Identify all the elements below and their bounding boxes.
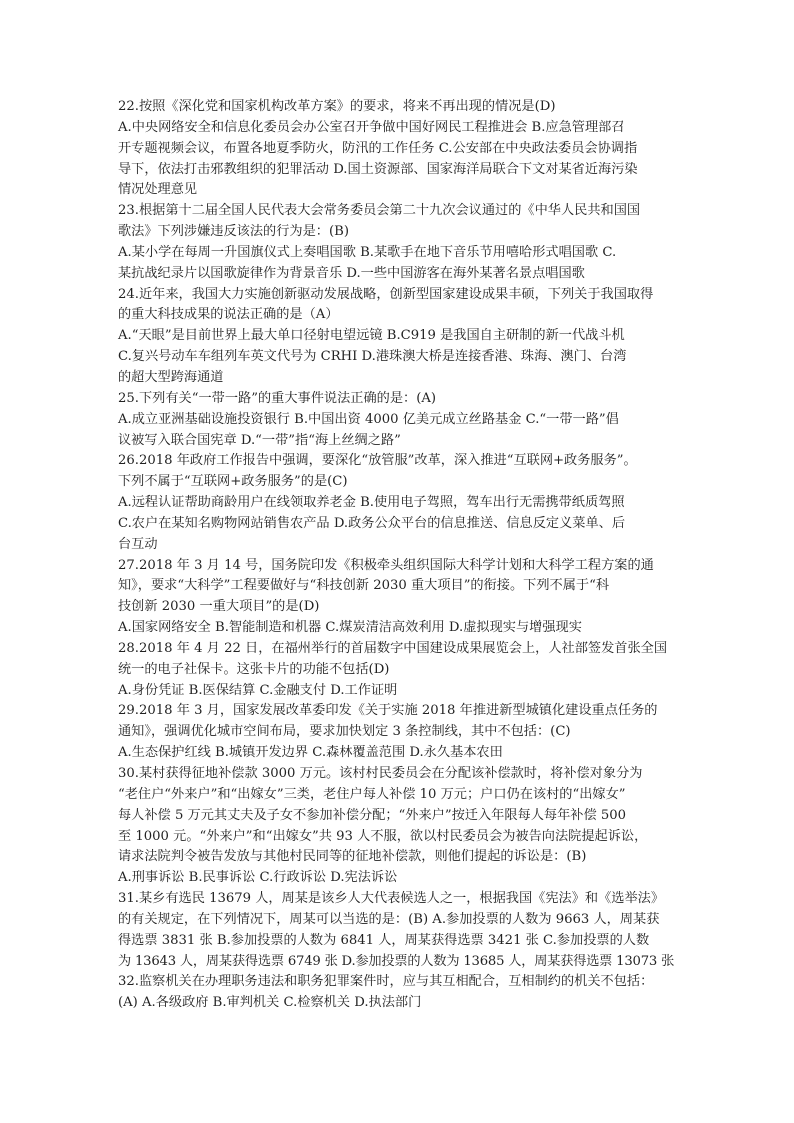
text-line: A.生态保护红线 B.城镇开发边界 C.森林覆盖范围 D.永久基本农田: [118, 745, 503, 761]
text-line: 歌法》下列涉嫌违反该法的行为是：(B): [118, 224, 349, 240]
text-line: 台互动: [118, 536, 158, 552]
document-page: [118, 97, 678, 1014]
text-line: A.国家网络安全 B.智能制造和机器 C.煤炭清洁高效利用 D.虚拟现实与增强现实: [118, 620, 582, 636]
text-line: 的有关规定，在下列情况下，周某可以当选的是：(B) A.参加投票的人数为 9663 人，周某获: [118, 911, 660, 927]
text-line: 24.近年来，我国大力实施创新驱动发展战略，创新型国家建设成果丰硕，下列关于我国取得: [118, 286, 654, 302]
text-line: 得选票 3831 张 B.参加投票的人数为 6841 人，周某获得选票 3421 张 C.参加投票的人数: [118, 932, 650, 948]
text-line: (A) A.各级政府 B.审判机关 C.检察机关 D.执法部门: [118, 995, 422, 1011]
text-line: A.远程认证帮助商龄用户在线领取养老金 B.使用电子驾照，驾车出行无需携带纸质驾照: [118, 495, 625, 511]
text-line: 情况处理意见: [118, 182, 198, 198]
text-line: 每人补偿 5 万元其丈夫及子女不参加补偿分配；“外来户”按迁入年限每人每年补偿 500: [118, 807, 626, 823]
text-line: 为 13643 人，周某获得选票 6749 张 D.参加投票的人数为 13685 人，周某获得选票 13073 张: [118, 953, 675, 969]
text-line: 27.2018 年 3 月 14 号，国务院印发《积极牵头组织国际大科学计划和大科学工程方案的通: [118, 557, 654, 573]
text-line: 统一的电子社保卡。这张卡片的功能不包括(D): [118, 661, 390, 677]
text-line: A.某小学在每周一升国旗仪式上奏唱国歌 B.某歌手在地下音乐节用嘻哈形式唱国歌 C.: [118, 244, 617, 260]
text-line: 议被写入联合国宪章 D.“一带”指“海上丝绸之路”: [118, 432, 401, 448]
text-line: A.“天眼”是目前世界上最大单口径射电望远镜 B.C919 是我国自主研制的新一代战斗机: [118, 328, 625, 344]
text-line: 请求法院判令被告发放与其他村民同等的征地补偿款，则他们提起的诉讼是：(B): [118, 849, 587, 865]
text-line: A.中央网络安全和信息化委员会办公室召开争做中国好网民工程推进会 B.应急管理部召: [118, 119, 625, 135]
text-line: 导下，依法打击邪教组织的犯罪活动 D.国土资源部、国家海洋局联合下文对某省近海污染: [118, 161, 638, 177]
text-line: 23.根据第十二届全国人民代表大会常务委员会第二十九次会议通过的《中华人民共和国国: [118, 203, 641, 219]
text-line: 技创新 2030 一重大项目”的是(D): [118, 599, 320, 615]
text-line: 至 1000 元。“外来户”和“出嫁女”共 93 人不服，欲以村民委员会为被告向法院提起诉讼，: [118, 828, 648, 844]
text-line: 某抗战纪录片以国歌旋律作为背景音乐 D.一些中国游客在海外某著名景点唱国歌: [118, 265, 585, 281]
text-line: 开专题视频会议，布置各地夏季防火，防汛的工作任务 C.公安部在中央政法委员会协调指: [118, 140, 638, 156]
text-line: 的重大科技成果的说法正确的是（A）: [118, 307, 339, 323]
text-line: 25.下列有关“一带一路”的重大事件说法正确的是：(A): [118, 390, 437, 406]
text-line: 下列不属于“互联网+政务服务”的是(C): [118, 474, 348, 490]
text-line: 22.按照《深化党和国家机构改革方案》的要求，将来不再出现的情况是(D): [118, 99, 556, 114]
text-line: C.复兴号动车车组列车英文代号为 CRHI D.港珠澳大桥是连接香港、珠海、澳门、台湾: [118, 349, 627, 365]
text-line: A.身份凭证 B.医保结算 C.金融支付 D.工作证明: [118, 682, 398, 698]
text-line: 知》，要求“大科学”工程要做好与“科技创新 2030 重大项目”的衔接。下列不属于“科: [118, 578, 610, 594]
text-line: 30.某村获得征地补偿款 3000 万元。该村村民委员会在分配该补偿款时，将补偿对象分为: [118, 766, 643, 781]
text-line: 29.2018 年 3 月，国家发展改革委印发《关于实施 2018 年推进新型城镇化建设重点任务的: [118, 703, 658, 719]
text-line: A.刑事诉讼 B.民事诉讼 C.行政诉讼 D.宪法诉讼: [118, 870, 398, 886]
text-line: 28.2018 年 4 月 22 日，在福州举行的首届数字中国建设成果展览会上，人社部签发首张全国: [118, 640, 668, 656]
text-line: 26.2018 年政府工作报告中强调，要深化“放管服”改革，深入推进“互联网+政务服务”。: [118, 453, 637, 469]
text-line: 32.监察机关在办理职务违法和职务犯罪案件时，应与其互相配合，互相制约的机关不包括：: [118, 974, 654, 990]
text-line: “老住户“外来户”和“出嫁女”三类，老住户每人补偿 10 万元；户口仍在该村的“出嫁女”: [118, 786, 626, 802]
text-line: 通知》，强调优化城市空间布局，要求加快划定 3 条控制线，其中不包括：(C): [118, 724, 571, 740]
text-line: 的超大型跨海通道: [118, 369, 224, 385]
text-line: A.成立亚洲基础设施投资银行 B.中国出资 4000 亿美元成立丝路基金 C.“一带一路”倡: [118, 411, 619, 427]
text-line: 31.某乡有选民 13679 人，周某是该乡人大代表候选人之一，根据我国《宪法》和《选举法》: [118, 891, 665, 907]
text-line: C.农户在某知名购物网站销售农产品 D.政务公众平台的信息推送、信息反定义菜单、后: [118, 515, 626, 531]
